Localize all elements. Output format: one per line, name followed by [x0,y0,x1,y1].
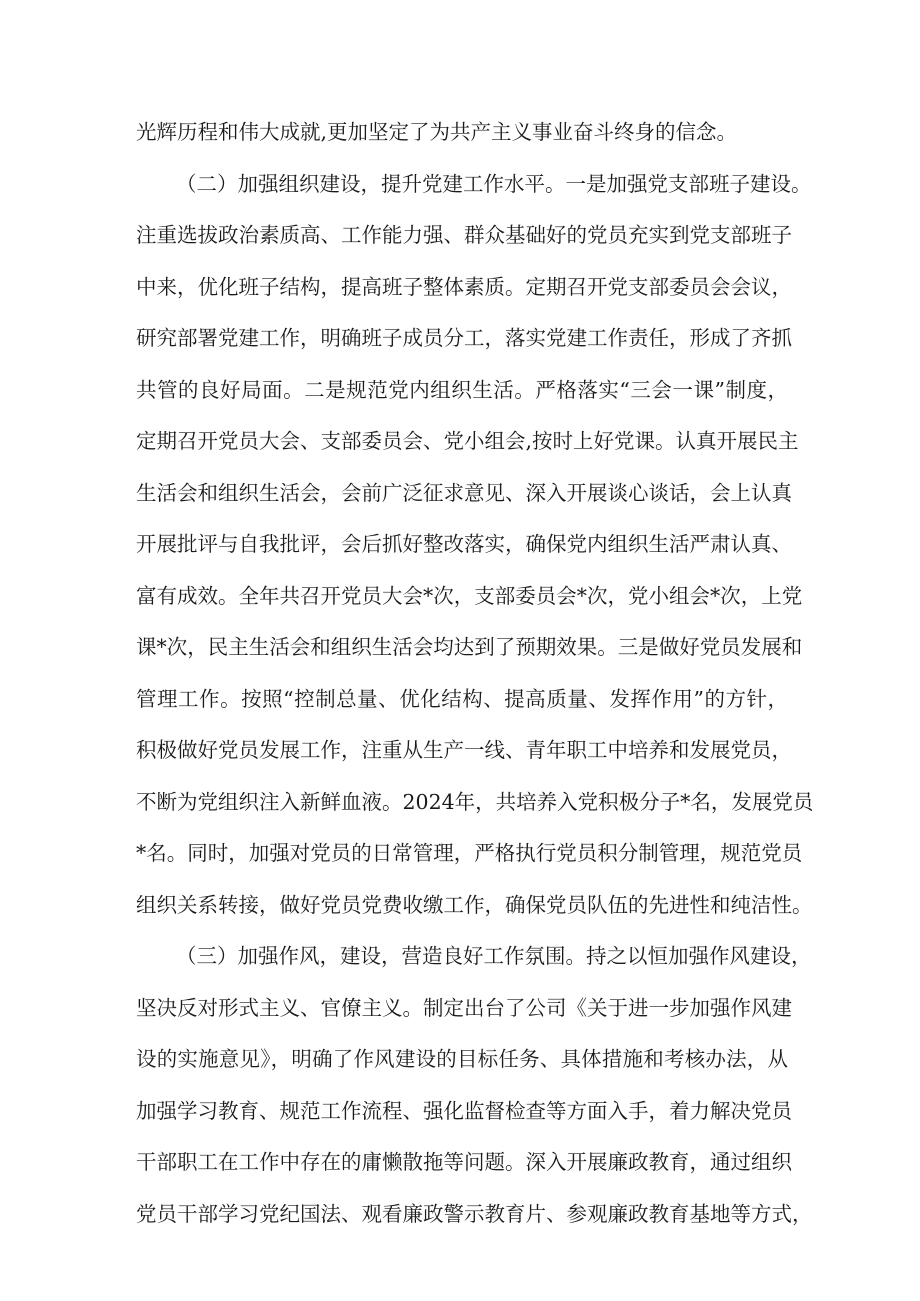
section-heading-line: （二）加强组织建设，提升党建工作水平。一是加强党支部班子建设。 [176,172,812,196]
text-line: 组织关系转接，做好党员党费收缴工作，确保党员队伍的先进性和纯洁性。 [136,893,813,917]
text-line: 研究部署党建工作，明确班子成员分工，落实党建工作责任，形成了齐抓 [136,326,792,350]
text-line: *名。同时，加强对党员的日常管理，严格执行党员积分制管理，规范党员 [136,841,803,865]
text-line: 设的实施意见》，明确了作风建设的目标任务、具体措施和考核办法，从 [136,1047,788,1071]
text-line: 注重选拔政治素质高、工作能力强、群众基础好的党员充实到党支部班子 [136,223,792,247]
text-line: 开展批评与自我批评，会后抓好整改落实，确保党内组织生活严肃认真、 [136,532,792,556]
text-line: 不断为党组织注入新鲜血液。2024年，共培养入党积极分子*名，发展党员 [136,790,814,814]
text-line: 共管的良好局面。二是规范党内组织生活。严格落实“三会一课”制度， [136,378,788,402]
section-heading-line: （三）加强作风，建设，营造良好工作氛围。持之以恒加强作风建设， [176,944,812,968]
text-line: 坚决反对形式主义、官僚主义。制定出台了公司《关于进一步加强作风建 [136,996,792,1020]
text-line: 加强学习教育、规范工作流程、强化监督检查等方面入手，着力解决党员 [136,1099,792,1123]
text-line: 定期召开党员大会、支部委员会、党小组会,按时上好党课。认真开展民主 [136,429,799,453]
text-line: 课*次，民主生活会和组织生活会均达到了预期效果。三是做好党员发展和 [136,635,803,659]
text-line: 管理工作。按照“控制总量、优化结构、提高质量、发挥作用”的方针， [136,687,788,711]
text-line: 光辉历程和伟大成就,更加坚定了为共产主义事业奋斗终身的信念。 [136,120,738,144]
text-line: 积极做好党员发展工作，注重从生产一线、青年职工中培养和发展党员， [136,738,792,762]
text-line: 生活会和组织生活会，会前广泛征求意见、深入开展谈心谈话，会上认真 [136,481,792,505]
text-line: 党员干部学习党纪国法、观看廉政警示教育片、参观廉政教育基地等方式， [136,1202,813,1226]
text-line: 富有成效。全年共召开党员大会*次，支部委员会*次，党小组会*次，上党 [136,584,803,608]
text-line: 中来，优化班子结构，提高班子整体素质。定期召开党支部委员会会议， [136,275,792,299]
text-line: 干部职工在工作中存在的庸懒散拖等问题。深入开展廉政教育，通过组织 [136,1150,792,1174]
